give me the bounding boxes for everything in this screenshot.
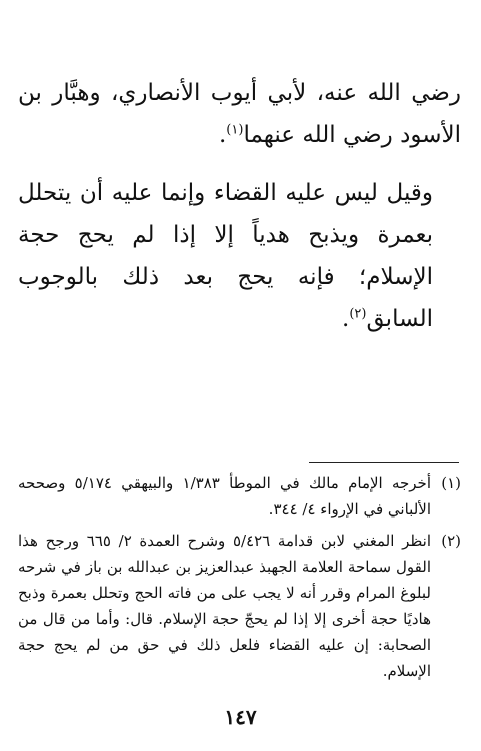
paragraph-1-text: رضي الله عنه، لأبي أيوب الأنصاري، وهبَّار بن الأسود رضي الله عنهما — [18, 80, 461, 148]
footnotes-section — [18, 470, 461, 690]
footnote-reference-1[interactable]: (١) — [226, 122, 244, 138]
paragraph-2-text: وقيل ليس عليه القضاء وإنما عليه أن يتحلل بعمرة ويذبح هدياً إلا إذا لم يحج حجة الإسلام؛ فإنه يحج بعد ذلك بالوجوب السابق — [18, 180, 433, 332]
paragraph-2-end: . — [342, 306, 350, 332]
page-number: ١٤٧ — [224, 705, 257, 729]
body-paragraph-2 — [18, 172, 461, 340]
footnote-2-text: انظر المغني لابن قدامة ٥/٤٢٦ وشرح العمدة ٢/ ٦٦٥ ورجح هذا القول سماحة العلامة الجهبذ عبدالعزيز بن عبدالله بن باز في شرحه لبلوغ المرام وقرر أنه لا يجب على من فاته الحج وتحلل بعمرة وذبح هاديًا حجة أخرى إلا إذا لم يحجّ حجة الإسلام. قال: وأما من قال من الصحابة: إن عليه القضاء فلعل ذلك في حق من لم يحج حجة الإسلام. — [18, 532, 431, 680]
footnote-separator — [309, 462, 459, 463]
footnote-1 — [18, 470, 461, 522]
footnote-reference-2[interactable]: (٢) — [349, 306, 367, 322]
footnote-1-number: (١) — [441, 474, 461, 492]
footnote-1-text: أخرجه الإمام مالك في الموطأ ١/٣٨٣ والبيهقي ٥/١٧٤ وصححه الألباني في الإرواء ٤/ ٣٤٤. — [18, 474, 431, 518]
footnote-2-number: (٢) — [441, 532, 461, 550]
footnote-2 — [18, 528, 461, 684]
paragraph-1-end: . — [218, 122, 227, 148]
body-paragraph-1 — [18, 72, 461, 156]
